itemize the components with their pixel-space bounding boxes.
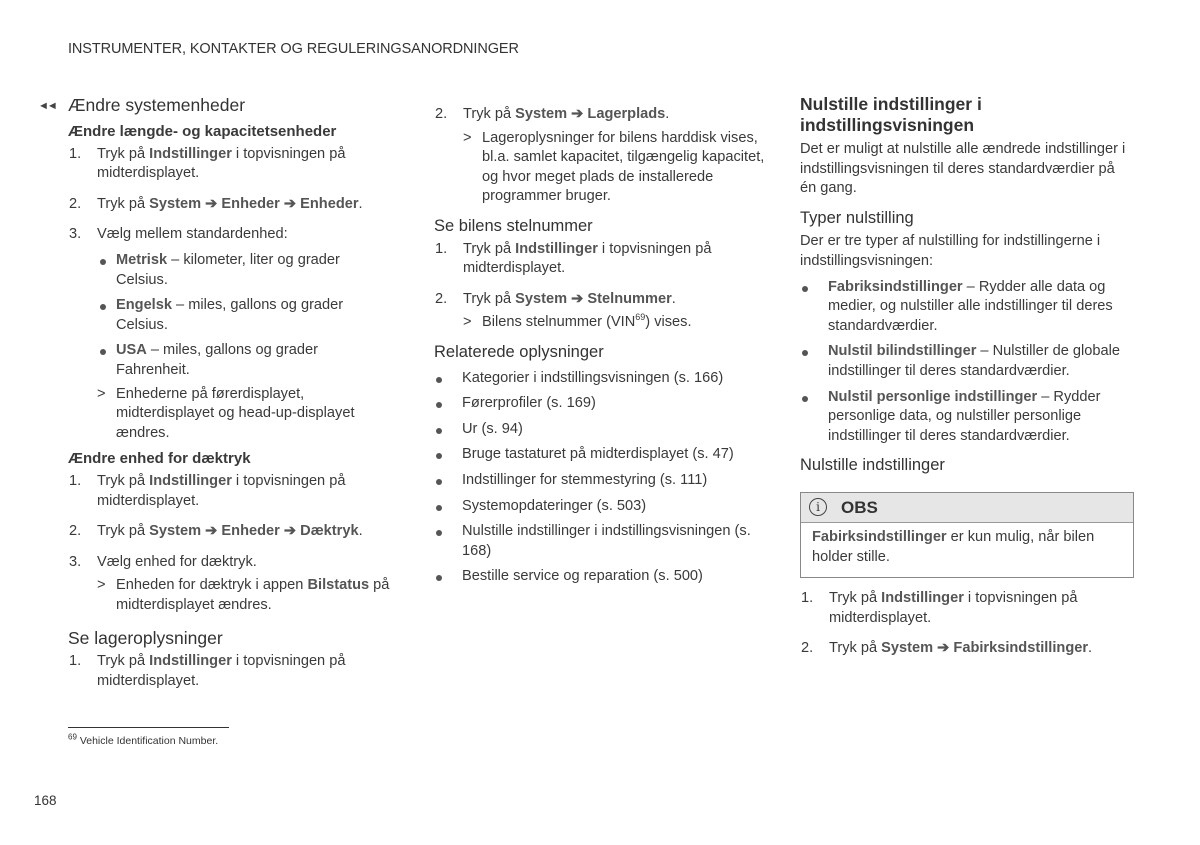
- bullet-item: [68, 296, 390, 335]
- bold-term: Indstillinger: [149, 653, 232, 670]
- bullet-text: [828, 389, 1100, 444]
- text-run: Tryk på: [97, 195, 150, 212]
- step-number: 1.: [69, 653, 82, 670]
- bullet-item: [800, 278, 1134, 337]
- result-arrow-icon: >: [463, 129, 472, 146]
- bullet-text: [462, 568, 703, 584]
- step-number: 3.: [69, 553, 82, 570]
- bullet-item: [800, 388, 1134, 447]
- text-run: .: [358, 195, 363, 212]
- paragraph: [800, 140, 1134, 199]
- bold-term: Indstillinger: [515, 240, 598, 257]
- text-run: Tryk på: [829, 640, 882, 657]
- text-run: – Nulstiller de globale indstillinger til deres standardværdier.: [828, 343, 1120, 379]
- bold-term: Fabirksindstillinger: [812, 528, 947, 545]
- step-number: 1.: [69, 145, 82, 162]
- column-3: [800, 94, 1134, 659]
- bold-term: Indstillinger: [881, 590, 964, 607]
- step-number: 2.: [435, 290, 448, 307]
- text-run: Tryk på: [463, 240, 516, 257]
- step-text: [97, 554, 257, 570]
- step-text: [97, 523, 363, 539]
- text-run: – kilometer, liter og grader Celsius.: [116, 251, 340, 288]
- column-2: [434, 94, 770, 587]
- bullet-icon: [436, 453, 442, 459]
- result-item: [434, 313, 770, 333]
- bold-term: USA: [116, 342, 147, 359]
- text-run: Førerprofiler (s. 169): [462, 395, 596, 412]
- bullet-icon: [436, 428, 442, 434]
- column-1: [68, 94, 390, 692]
- step-item: [68, 472, 390, 511]
- bullet-item: [434, 394, 770, 414]
- text-run: i topvisningen på midterdisplayet.: [97, 472, 346, 509]
- step-item: [68, 145, 390, 184]
- text-run: ) vises.: [645, 314, 692, 331]
- bold-term: System ➔ Enheder ➔ Enheder: [149, 195, 359, 212]
- text-run: Vælg enhed for dæktryk.: [97, 553, 257, 570]
- page-number: 168: [34, 793, 57, 808]
- bullet-text: [828, 279, 1113, 334]
- subheading: [68, 122, 390, 142]
- text-run: Tryk på: [97, 145, 150, 162]
- text-run: .: [665, 106, 670, 122]
- result-text: [482, 314, 692, 330]
- bold-term: Indstillinger: [149, 472, 232, 489]
- step-text: [829, 640, 1092, 656]
- step-item: [68, 553, 390, 573]
- bullet-text: [462, 421, 523, 437]
- footnote-text: Vehicle Identification Number.: [79, 735, 219, 747]
- bold-term: Bilstatus: [307, 577, 370, 594]
- text-run: Ændre længde- og kapacitetsenheder: [68, 123, 337, 140]
- subheading: [434, 217, 770, 237]
- step-text: [463, 241, 711, 277]
- bullet-item: [434, 497, 770, 517]
- text-run: Ændre systemenheder: [68, 95, 246, 115]
- bullet-text: [462, 370, 723, 386]
- result-arrow-icon: >: [97, 577, 106, 594]
- text-run: Tryk på: [97, 523, 150, 540]
- text-run: Systemopdateringer (s. 503): [462, 497, 647, 514]
- result-item: [68, 385, 390, 444]
- text-run: på midterdisplayet ændres.: [116, 577, 390, 613]
- text-run: Bestille service og reparation (s. 500): [462, 568, 703, 585]
- text-run: Tryk på: [97, 472, 150, 489]
- text-run: Bruge tastaturet på midterdisplayet (s. 47): [462, 446, 734, 463]
- text-run: Det er muligt at nulstille alle ændrede indstillinger i indstillingsvisningen til deres standardværdier på én gang.: [800, 141, 1126, 197]
- bullet-text: [116, 297, 343, 333]
- step-number: 2.: [69, 523, 82, 540]
- bullet-item: [434, 369, 770, 389]
- subheading: [800, 456, 1134, 476]
- step-text: [463, 291, 676, 307]
- subheading: [68, 449, 390, 469]
- step-number: 1.: [801, 590, 814, 607]
- step-number: 1.: [69, 472, 82, 489]
- result-item: [68, 576, 390, 615]
- section-heading: [68, 627, 390, 649]
- bullet-text: [462, 498, 646, 514]
- text-run: Nulstille indstillinger: [800, 456, 945, 475]
- bullet-item: [434, 471, 770, 491]
- bullet-text: [462, 523, 751, 559]
- footnote: [68, 732, 218, 752]
- bullet-icon: [802, 286, 808, 292]
- step-number: 2.: [801, 640, 814, 657]
- result-text: [116, 577, 389, 613]
- running-header: INSTRUMENTER, KONTAKTER OG REGULERINGSANORDNINGER: [68, 41, 519, 57]
- note-title: OBS: [841, 497, 878, 517]
- bold-term: Engelsk: [116, 297, 172, 314]
- text-run: Nulstille indstillinger i indstillingsvisningen (s. 168): [462, 523, 751, 559]
- text-run: Bilens stelnummer (VIN: [482, 314, 636, 331]
- step-text: [97, 226, 288, 242]
- text-run: i topvisningen på midterdisplayet.: [97, 653, 346, 690]
- paragraph: [800, 232, 1134, 271]
- step-item: [68, 195, 390, 215]
- note-header: [801, 493, 1133, 523]
- text-run: Tryk på: [463, 106, 516, 122]
- step-item: [434, 290, 770, 310]
- step-item: [434, 105, 770, 125]
- bullet-icon: [802, 350, 808, 356]
- step-item: [800, 589, 1134, 628]
- bold-term: Fabriksindstillinger: [828, 278, 963, 295]
- bold-term: Nulstil bilindstillinger: [828, 343, 977, 360]
- bullet-icon: [100, 349, 106, 355]
- result-item: [434, 129, 770, 207]
- text-run: Typer nulstilling: [800, 208, 914, 227]
- note-box: [800, 492, 1134, 578]
- text-run: – miles, gallons og grader Celsius.: [116, 297, 344, 333]
- bullet-icon: [100, 304, 106, 310]
- bullet-text: [116, 342, 318, 378]
- bullet-text: [828, 343, 1120, 379]
- info-icon: i: [809, 498, 827, 516]
- result-text: [116, 386, 355, 441]
- result-arrow-icon: >: [463, 314, 472, 331]
- section-heading: [800, 94, 1134, 136]
- footnote-divider: [68, 727, 229, 728]
- text-run: Ændre enhed for dæktryk: [68, 450, 251, 468]
- bullet-item: [434, 420, 770, 440]
- bullet-icon: [436, 530, 442, 536]
- step-item: [800, 639, 1134, 659]
- text-run: Enhederne på førerdisplayet, midterdisplayet og head-up-displayet ændres.: [116, 385, 355, 441]
- bullet-item: [434, 445, 770, 465]
- step-item: [68, 225, 390, 245]
- bullet-icon: [802, 396, 808, 402]
- continued-marker-icon: ◄◄: [38, 100, 56, 112]
- step-number: 2.: [69, 195, 82, 212]
- bold-term: System ➔ Lagerplads: [515, 106, 666, 122]
- text-run: Ur (s. 94): [462, 420, 523, 437]
- step-text: [463, 106, 669, 122]
- footnote-number: 69: [68, 732, 77, 742]
- bullet-icon: [436, 377, 442, 383]
- text-run: i topvisningen på midterdisplayet.: [463, 240, 712, 277]
- step-text: [97, 196, 363, 212]
- text-run: – Rydder alle data og medier, og nulstiller alle indstillinger til deres standardværdier.: [828, 278, 1113, 334]
- text-run: Kategorier i indstillingsvisningen (s. 166): [462, 369, 724, 386]
- text-run: .: [671, 290, 676, 307]
- footnote-ref: 69: [635, 312, 646, 323]
- text-run: Tryk på: [463, 290, 516, 307]
- bullet-item: [800, 342, 1134, 381]
- result-arrow-icon: >: [97, 385, 106, 402]
- bullet-item: [68, 341, 390, 380]
- bullet-icon: [100, 259, 106, 265]
- bullet-item: [434, 567, 770, 587]
- text-run: Se bilens stelnummer: [434, 216, 593, 235]
- text-run: .: [358, 523, 363, 540]
- bullet-icon: [436, 479, 442, 485]
- bold-term: System ➔ Enheder ➔ Dæktryk: [149, 523, 359, 540]
- step-item: [434, 240, 770, 279]
- step-text: [97, 146, 345, 182]
- text-run: er kun mulig, når bilen holder stille.: [812, 528, 1095, 565]
- step-item: [68, 652, 390, 691]
- step-text: [97, 653, 345, 689]
- text-run: i topvisningen på midterdisplayet.: [97, 145, 346, 182]
- text-run: – miles, gallons og grader Fahrenheit.: [116, 342, 318, 378]
- step-number: 1.: [435, 240, 448, 257]
- bold-term: Indstillinger: [149, 145, 232, 162]
- bold-term: System ➔ Fabirksindstillinger: [881, 640, 1089, 657]
- bullet-text: [116, 252, 340, 288]
- result-text: [482, 130, 764, 205]
- note-body: [801, 523, 1133, 577]
- text-run: Der er tre typer af nulstilling for indstillingerne i indstillingsvisningen:: [800, 233, 1101, 269]
- bold-term: Nulstil personlige indstillinger: [828, 388, 1038, 405]
- bullet-icon: [436, 575, 442, 581]
- bullet-item: [434, 522, 770, 561]
- text-run: Indstillinger for stemmestyring (s. 111): [462, 471, 708, 488]
- bullet-text: [462, 395, 596, 411]
- text-run: Tryk på: [97, 653, 150, 670]
- bullet-text: [462, 472, 707, 488]
- text-run: Relaterede oplysninger: [434, 342, 604, 361]
- text-run: i topvisningen på midterdisplayet.: [829, 590, 1078, 626]
- step-number: 2.: [435, 106, 448, 122]
- subheading: [434, 343, 770, 363]
- step-item: [68, 522, 390, 542]
- text-run: Vælg mellem standardenhed:: [97, 226, 288, 243]
- bullet-item: [68, 251, 390, 290]
- bold-term: Metrisk: [116, 251, 168, 268]
- text-run: Lageroplysninger for bilens harddisk vises, bl.a. samlet kapacitet, tilgængelig kapacitet, og hvor meget plads de installerede programmer bruger.: [482, 129, 765, 205]
- step-text: [97, 473, 345, 509]
- bullet-icon: [436, 402, 442, 408]
- text-run: .: [1088, 640, 1093, 657]
- step-number: 3.: [69, 226, 82, 243]
- text-run: – Rydder personlige data, og nulstiller personlige indstillinger til deres standardværdier.: [828, 388, 1101, 444]
- text-run: Se lageroplysninger: [68, 628, 223, 649]
- bullet-text: [462, 446, 734, 462]
- bold-term: System ➔ Stelnummer: [515, 290, 672, 307]
- subheading: [800, 209, 1134, 229]
- text-run: Tryk på: [829, 590, 882, 607]
- step-text: [829, 590, 1077, 626]
- text-run: Nulstille indstillinger i indstillingsvisningen: [800, 94, 982, 135]
- bullet-icon: [436, 505, 442, 511]
- text-run: Enheden for dæktryk i appen: [116, 577, 308, 594]
- section-heading: [68, 94, 390, 116]
